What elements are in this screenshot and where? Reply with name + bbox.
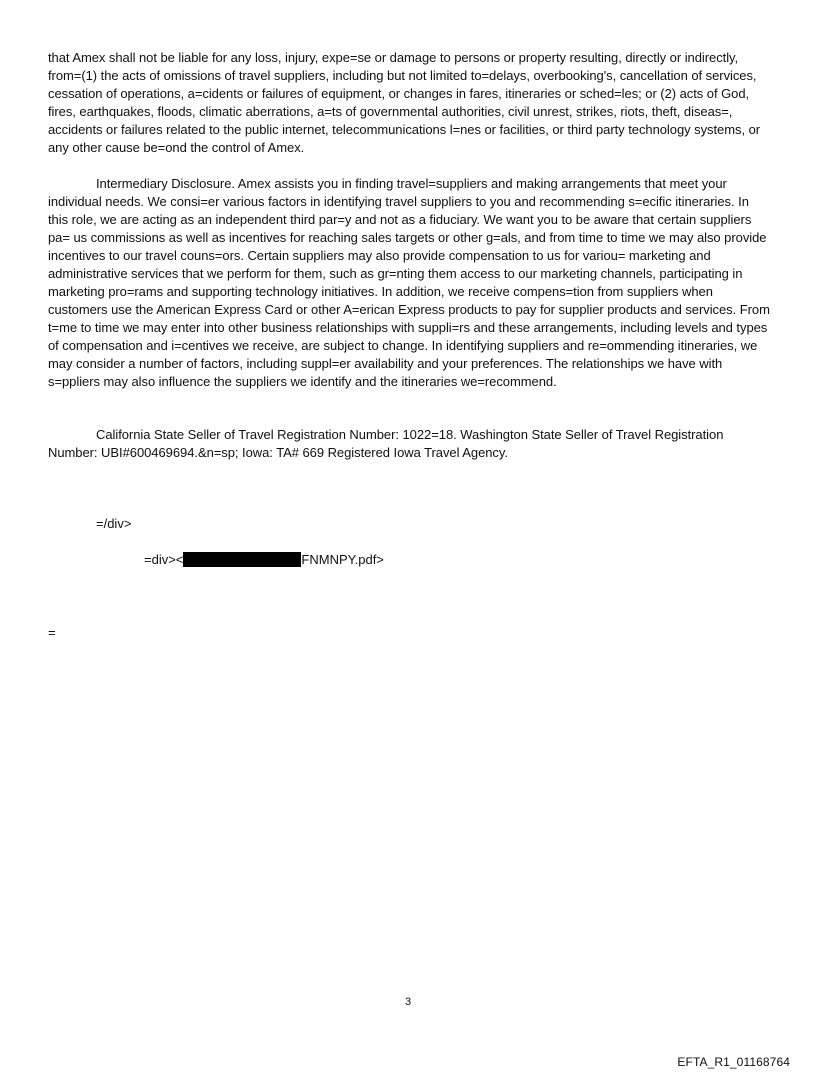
redaction-box <box>183 552 301 567</box>
intermediary-disclosure-paragraph: Intermediary Disclosure. Amex assists you in finding travel=suppliers and making arrangements that meet your individual needs. We consi=er various factors in identifying travel suppliers to you and recommending s=ecific itineraries. In this role, we are acting as an independent third par=y and not as a fiduciary. We want you to be aware that certain suppliers pa= us commissions as well as incentives for reaching sales targets or other g=als, and from time to time we may also provide incentives to our travel couns=ors. Certain suppliers may also provide compensation to us for variou= marketing and administrative services that we perform for them, such as gr=nting them access to our marketing channels, participating in marketing pro=rams and supporting technology initiatives. In addition, we receive compens=tion from suppliers when customers use the American Express Card or other A=erican Express products to pay for supplier products and services. From t=me to time we may enter into other business relationships with suppli=rs and these arrangements, including levels and types of compensation and i=centives we receive, are subject to change. In identifying suppliers and re=ommending itineraries, we may consider a number of factors, including suppl=er availability and your preferences. The relationships we have with s=ppliers may also influence the suppliers we identify and the itineraries we=recommend. <box>48 176 770 389</box>
attachment-line <box>144 551 384 569</box>
page-number: 3 <box>404 996 412 1008</box>
attachment-suffix: FNMNPY.pdf> <box>301 552 384 567</box>
registration-paragraph: California State Seller of Travel Registration Number: 1022=18. Washington State Seller of Travel Registration Number: UBI#600469694.&n=sp; Iowa: TA# 669 Registered Iowa Travel Agency. <box>48 427 724 460</box>
div-open-prefix: =div>< <box>144 552 184 567</box>
div-close-line: =/div> <box>96 516 132 531</box>
equals-line: = <box>48 625 56 640</box>
document-identifier: EFTA_R1_01168764 <box>677 1055 790 1069</box>
liability-paragraph: that Amex shall not be liable for any loss, injury, expe=se or damage to persons or property resulting, directly or indirectly, from=(1) the acts of omissions of travel suppliers, including but not limited to=delays, overbooking's, cancellation of services, cessation of operations, a=cidents or failures of equipment, or changes in fares, itineraries or sched=les; or (2) acts of God, fires, earthquakes, floods, climatic aberrations, a=ts of governmental authorities, civil unrest, strikes, riots, theft, diseas=, accidents or failures related to the public internet, telecommunications l=nes or facilities, or third party technology systems, or any other cause be=ond the control of Amex. <box>48 50 761 155</box>
